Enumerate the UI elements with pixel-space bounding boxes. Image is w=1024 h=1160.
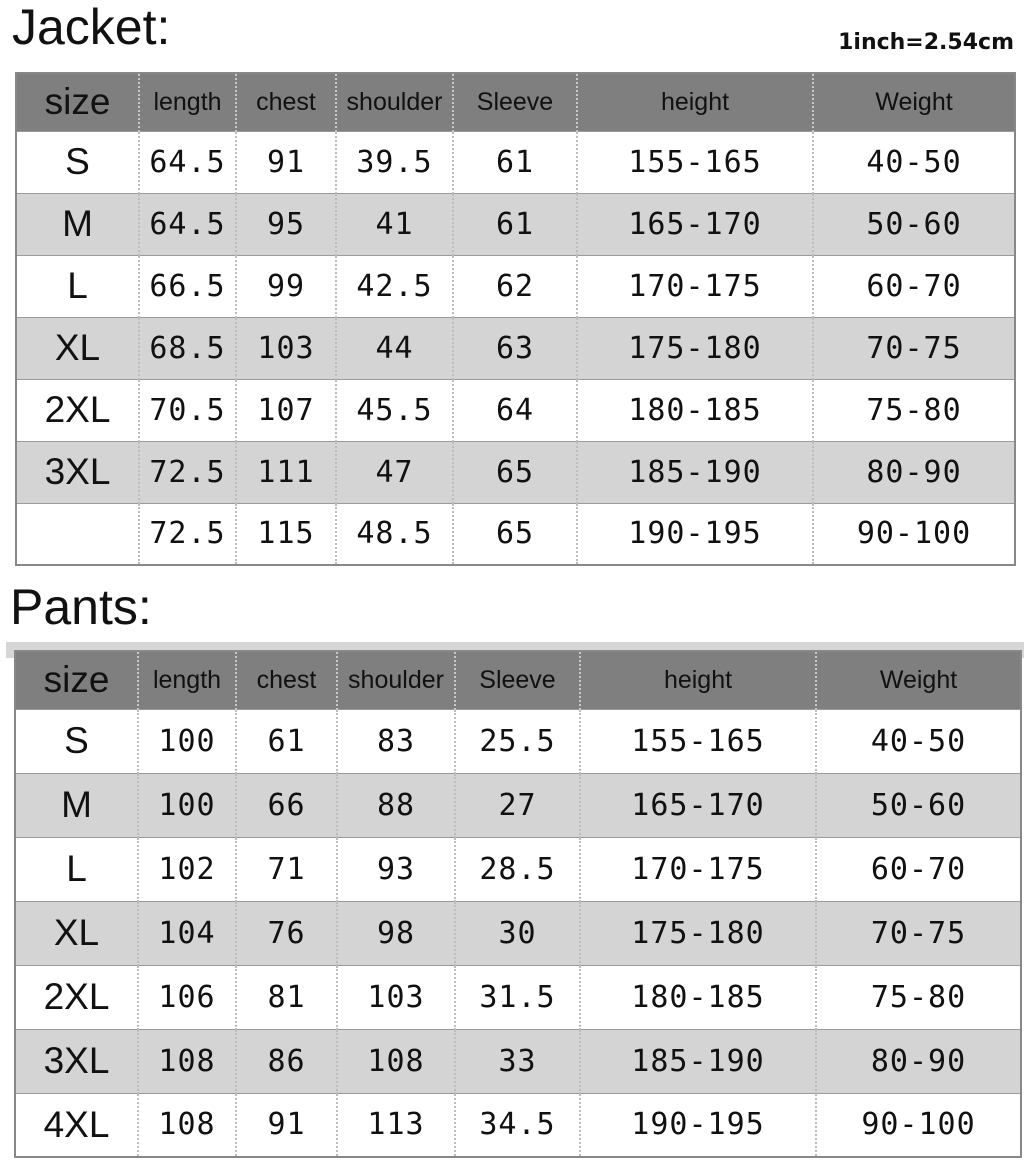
cell-size: M <box>16 193 139 255</box>
cell-shoulder: 47 <box>336 441 453 503</box>
cell-chest: 66 <box>236 773 337 837</box>
cell-shoulder: 42.5 <box>336 255 453 317</box>
table-row <box>15 1029 1021 1093</box>
cell-sleeve: 30 <box>455 901 580 965</box>
cell-sleeve: 61 <box>453 131 577 193</box>
cell-sleeve: 62 <box>453 255 577 317</box>
cell-sleeve: 27 <box>455 773 580 837</box>
cell-weight: 40-50 <box>813 131 1015 193</box>
cell-shoulder: 39.5 <box>336 131 453 193</box>
column-header-shoulder: shoulder <box>337 651 455 709</box>
column-header-weight: Weight <box>813 73 1015 131</box>
table-row <box>15 901 1021 965</box>
cell-shoulder: 98 <box>337 901 455 965</box>
table-row <box>16 379 1015 441</box>
cell-shoulder: 93 <box>337 837 455 901</box>
cell-chest: 91 <box>236 1093 337 1157</box>
column-header-size: size <box>16 73 139 131</box>
cell-height: 165-170 <box>580 773 816 837</box>
cell-length: 72.5 <box>139 441 236 503</box>
cell-height: 175-180 <box>580 901 816 965</box>
cell-height: 165-170 <box>577 193 813 255</box>
cell-height: 185-190 <box>577 441 813 503</box>
cell-weight: 40-50 <box>816 709 1021 773</box>
cell-size: L <box>15 837 138 901</box>
cell-sleeve: 25.5 <box>455 709 580 773</box>
cell-length: 104 <box>138 901 236 965</box>
cell-length: 100 <box>138 709 236 773</box>
column-header-length: length <box>139 73 236 131</box>
table-row <box>15 1093 1021 1157</box>
table-row <box>16 503 1015 565</box>
cell-length: 108 <box>138 1029 236 1093</box>
cell-weight: 75-80 <box>816 965 1021 1029</box>
jacket-size-table <box>15 72 1016 566</box>
cell-weight: 60-70 <box>816 837 1021 901</box>
cell-shoulder: 88 <box>337 773 455 837</box>
column-header-size: size <box>15 651 138 709</box>
cell-length: 64.5 <box>139 131 236 193</box>
table-row <box>16 317 1015 379</box>
cell-sleeve: 34.5 <box>455 1093 580 1157</box>
column-header-sleeve: Sleeve <box>455 651 580 709</box>
unit-conversion-note: 1inch=2.54cm <box>838 30 1014 55</box>
cell-height: 190-195 <box>577 503 813 565</box>
cell-chest: 99 <box>236 255 336 317</box>
cell-weight: 50-60 <box>816 773 1021 837</box>
column-header-height: height <box>577 73 813 131</box>
cell-weight: 80-90 <box>816 1029 1021 1093</box>
cell-shoulder: 45.5 <box>336 379 453 441</box>
table-row <box>15 709 1021 773</box>
column-header-height: height <box>580 651 816 709</box>
cell-sleeve: 31.5 <box>455 965 580 1029</box>
cell-shoulder: 48.5 <box>336 503 453 565</box>
cell-height: 185-190 <box>580 1029 816 1093</box>
cell-size: S <box>15 709 138 773</box>
cell-size: 4XL <box>15 1093 138 1157</box>
cell-length: 70.5 <box>139 379 236 441</box>
cell-chest: 86 <box>236 1029 337 1093</box>
cell-chest: 103 <box>236 317 336 379</box>
cell-chest: 91 <box>236 131 336 193</box>
cell-sleeve: 65 <box>453 503 577 565</box>
cell-weight: 60-70 <box>813 255 1015 317</box>
table-row <box>16 193 1015 255</box>
cell-shoulder: 113 <box>337 1093 455 1157</box>
cell-weight: 75-80 <box>813 379 1015 441</box>
column-header-chest: chest <box>236 73 336 131</box>
cell-size: 3XL <box>15 1029 138 1093</box>
table-row <box>15 965 1021 1029</box>
table-header-row <box>16 73 1015 131</box>
cell-sleeve: 64 <box>453 379 577 441</box>
cell-weight: 90-100 <box>816 1093 1021 1157</box>
cell-height: 155-165 <box>580 709 816 773</box>
cell-length: 64.5 <box>139 193 236 255</box>
cell-weight: 50-60 <box>813 193 1015 255</box>
cell-sleeve: 33 <box>455 1029 580 1093</box>
cell-size <box>16 503 139 565</box>
column-header-shoulder: shoulder <box>336 73 453 131</box>
table-row <box>16 131 1015 193</box>
cell-shoulder: 44 <box>336 317 453 379</box>
column-header-length: length <box>138 651 236 709</box>
cell-chest: 71 <box>236 837 337 901</box>
cell-shoulder: 83 <box>337 709 455 773</box>
cell-weight: 70-75 <box>813 317 1015 379</box>
cell-size: S <box>16 131 139 193</box>
cell-height: 170-175 <box>580 837 816 901</box>
cell-size: 2XL <box>16 379 139 441</box>
cell-chest: 81 <box>236 965 337 1029</box>
cell-chest: 115 <box>236 503 336 565</box>
cell-chest: 111 <box>236 441 336 503</box>
cell-length: 108 <box>138 1093 236 1157</box>
cell-length: 66.5 <box>139 255 236 317</box>
column-header-weight: Weight <box>816 651 1021 709</box>
cell-sleeve: 65 <box>453 441 577 503</box>
cell-height: 175-180 <box>577 317 813 379</box>
table-header-row <box>15 651 1021 709</box>
cell-height: 180-185 <box>580 965 816 1029</box>
pants-title: Pants: <box>10 579 152 635</box>
cell-length: 102 <box>138 837 236 901</box>
cell-weight: 80-90 <box>813 441 1015 503</box>
cell-size: 2XL <box>15 965 138 1029</box>
column-header-chest: chest <box>236 651 337 709</box>
cell-chest: 107 <box>236 379 336 441</box>
cell-size: L <box>16 255 139 317</box>
cell-length: 68.5 <box>139 317 236 379</box>
cell-size: 3XL <box>16 441 139 503</box>
cell-length: 100 <box>138 773 236 837</box>
jacket-title: Jacket: <box>12 0 171 55</box>
table-row <box>15 773 1021 837</box>
cell-height: 180-185 <box>577 379 813 441</box>
cell-size: XL <box>15 901 138 965</box>
cell-height: 155-165 <box>577 131 813 193</box>
column-header-sleeve: Sleeve <box>453 73 577 131</box>
cell-height: 190-195 <box>580 1093 816 1157</box>
cell-chest: 61 <box>236 709 337 773</box>
cell-length: 72.5 <box>139 503 236 565</box>
cell-length: 106 <box>138 965 236 1029</box>
table-row <box>16 441 1015 503</box>
cell-size: M <box>15 773 138 837</box>
cell-chest: 76 <box>236 901 337 965</box>
cell-sleeve: 63 <box>453 317 577 379</box>
cell-sleeve: 61 <box>453 193 577 255</box>
cell-shoulder: 41 <box>336 193 453 255</box>
table-row <box>16 255 1015 317</box>
table-row <box>15 837 1021 901</box>
pants-size-table <box>14 650 1022 1158</box>
cell-height: 170-175 <box>577 255 813 317</box>
cell-sleeve: 28.5 <box>455 837 580 901</box>
cell-chest: 95 <box>236 193 336 255</box>
cell-shoulder: 108 <box>337 1029 455 1093</box>
cell-weight: 90-100 <box>813 503 1015 565</box>
cell-size: XL <box>16 317 139 379</box>
cell-shoulder: 103 <box>337 965 455 1029</box>
cell-weight: 70-75 <box>816 901 1021 965</box>
